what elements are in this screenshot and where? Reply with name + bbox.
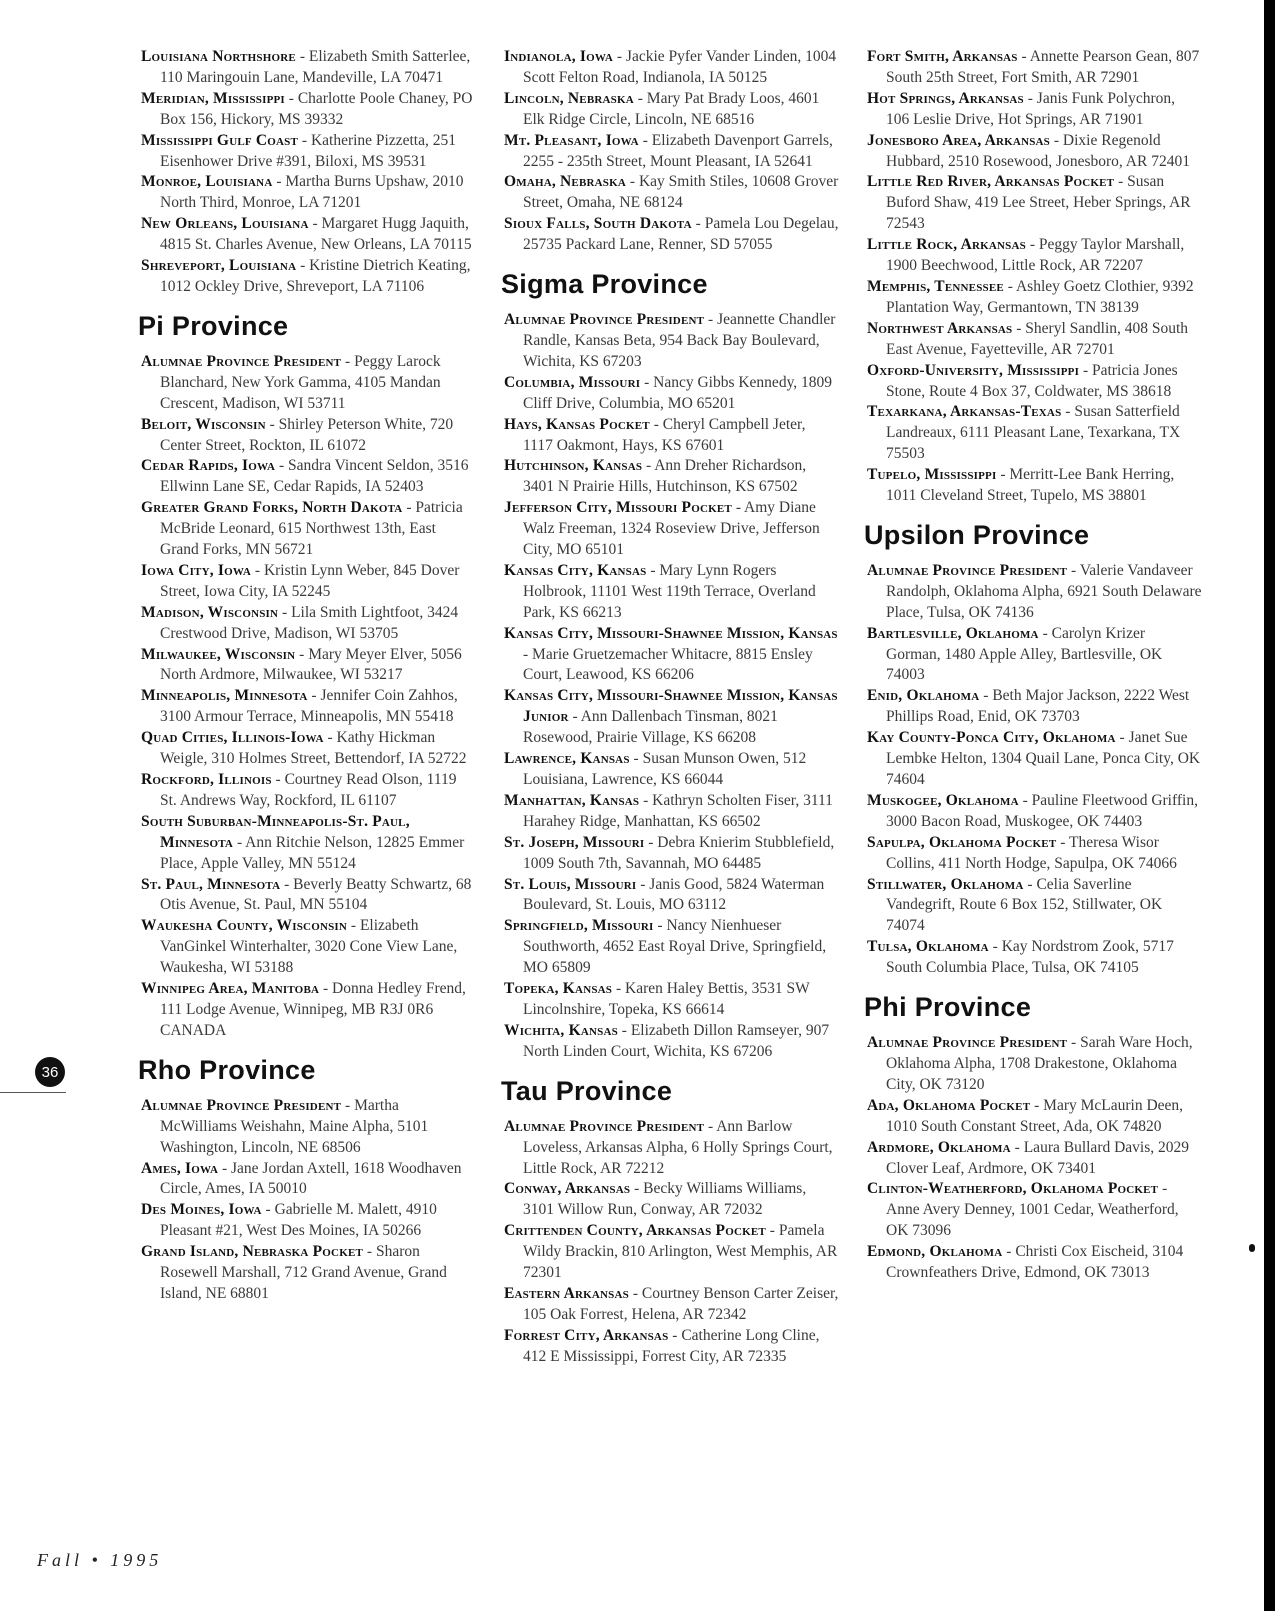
contact-details: Ann Dreher Richardson, 3401 N Prairie Hills, Hutchinson, KS 67502: [523, 457, 807, 496]
contact-details: Catherine Long Cline, 412 E Mississippi, Forrest City, AR 72335: [523, 1326, 820, 1365]
chapter-name: Conway, Arkansas: [504, 1180, 631, 1198]
chapter-name: Grand Island, Nebraska Pocket: [141, 1243, 364, 1261]
chapter-name: St. Joseph, Missouri: [504, 833, 645, 851]
directory-entry: New Orleans, Louisiana - Margaret Hugg Jaquith, 4815 St. Charles Avenue, New Orleans, LA 70115: [141, 215, 472, 254]
chapter-name: Shreveport, Louisiana: [141, 257, 297, 275]
chapter-name: Wichita, Kansas: [504, 1021, 618, 1039]
directory-entry: Ada, Oklahoma Pocket - Mary McLaurin Deen, 1010 South Constant Street, Ada, OK 74820: [867, 1096, 1184, 1135]
contact-details: Amy Diane Walz Freeman, 1324 Roseview Drive, Jefferson City, MO 65101: [523, 499, 820, 559]
directory-entry: Beloit, Wisconsin - Shirley Peterson White, 720 Center Street, Rockton, IL 61072: [141, 415, 454, 454]
chapter-name: Louisiana Northshore: [141, 48, 296, 65]
contact-details: Patricia Jones Stone, Route 4 Box 37, Coldwater, MS 38618: [886, 361, 1178, 400]
chapter-name: Texarkana, Arkansas-Texas: [867, 403, 1062, 421]
directory-entry: Columbia, Missouri - Nancy Gibbs Kennedy, 1809 Cliff Drive, Columbia, MO 65201: [504, 373, 833, 412]
contact-details: Mary McLaurin Deen, 1010 South Constant Street, Ada, OK 74820: [886, 1096, 1184, 1135]
directory-entry: Des Moines, Iowa - Gabrielle M. Malett, 4910 Pleasant #21, West Des Moines, IA 50266: [141, 1201, 437, 1240]
chapter-name: Waukesha County, Wisconsin: [141, 917, 348, 935]
directory-entry: St. Joseph, Missouri - Debra Knierim Stubblefield, 1009 South 7th, Savannah, MO 64485: [504, 833, 835, 872]
chapter-name: Manhattan, Kansas: [504, 791, 640, 809]
directory-entry: Alumnae Province President - Martha McWilliams Weishahn, Maine Alpha, 5101 Washington, Lincoln, NE 68506: [141, 1096, 429, 1156]
directory-entry: Kay County-Ponca City, Oklahoma - Janet Sue Lembke Helton, 1304 Quail Lane, Ponca City, OK 74604: [867, 729, 1201, 788]
directory-entry: Indianola, Iowa - Jackie Pyfer Vander Linden, 1004 Scott Felton Road, Indianola, IA 50125: [504, 48, 837, 86]
chapter-name: St. Paul, Minnesota: [141, 875, 281, 893]
chapter-name: Memphis, Tennessee: [867, 277, 1004, 295]
directory-column-1: [138, 47, 476, 1305]
issue-footer: Fall • 1995: [37, 1550, 163, 1570]
directory-entry: Jonesboro Area, Arkansas - Dixie Regenold Hubbard, 2510 Rosewood, Jonesboro, AR 72401: [867, 131, 1190, 170]
directory-entry: Lincoln, Nebraska - Mary Pat Brady Loos, 4601 Elk Ridge Circle, Lincoln, NE 68516: [504, 89, 820, 128]
contact-details: Nancy Gibbs Kennedy, 1809 Cliff Drive, Columbia, MO 65201: [523, 373, 833, 412]
directory-entry: Grand Island, Nebraska Pocket - Sharon Rosewell Marshall, 712 Grand Avenue, Grand Island, NE 68801: [141, 1243, 447, 1302]
directory-entry: Alumnae Province President - Valerie Vandaveer Randolph, Oklahoma Alpha, 6921 South Delaware Place, Tulsa, OK 74136: [867, 561, 1202, 621]
directory-entry: Mississippi Gulf Coast - Katherine Pizzetta, 251 Eisenhower Drive #391, Biloxi, MS 39531: [141, 131, 456, 170]
directory-entry: Kansas City, Missouri-Shawnee Mission, Kansas Junior - Ann Dallenbach Tinsman, 8021 Rosewood, Prairie Village, KS 66208: [504, 687, 838, 747]
page-edge-bar: [1264, 0, 1275, 1611]
contact-details: Peggy Larock Blanchard, New York Gamma, 4105 Mandan Crescent, Madison, WI 53711: [160, 352, 441, 412]
directory-entry: Memphis, Tennessee - Ashley Goetz Clothier, 9392 Plantation Way, Germantown, TN 38139: [867, 277, 1194, 316]
contact-details: Ann Dallenbach Tinsman, 8021 Rosewood, Prairie Village, KS 66208: [523, 708, 778, 747]
contact-details: Katherine Pizzetta, 251 Eisenhower Drive #391, Biloxi, MS 39531: [160, 131, 456, 170]
chapter-name: Kansas City, Missouri-Shawnee Mission, Kansas: [504, 624, 838, 642]
contact-details: Elizabeth Dillon Ramseyer, 907 North Linden Court, Wichita, KS 67206: [523, 1021, 830, 1060]
chapter-name: Greater Grand Forks, North Dakota: [141, 499, 403, 517]
contact-details: Sandra Vincent Seldon, 3516 Ellwinn Lane SE, Cedar Rapids, IA 52403: [160, 457, 469, 496]
contact-details: Janis Good, 5824 Waterman Boulevard, St. Louis, MO 63112: [523, 875, 825, 914]
contact-details: Martha Burns Upshaw, 2010 North Third, Monroe, LA 71201: [160, 173, 464, 212]
chapter-name: South Suburban-Minneapolis-St. Paul, Minnesota: [141, 812, 410, 851]
contact-details: Jane Jordan Axtell, 1618 Woodhaven Circle, Ames, IA 50010: [160, 1159, 462, 1198]
chapter-name: Jefferson City, Missouri Pocket: [504, 499, 732, 517]
directory-entry: Quad Cities, Illinois-Iowa - Kathy Hickman Weigle, 310 Holmes Street, Bettendorf, IA 52722: [141, 729, 467, 768]
directory-entry: Alumnae Province President - Sarah Ware Hoch, Oklahoma Alpha, 1708 Drakestone, Oklahoma City, OK 73120: [867, 1034, 1193, 1093]
chapter-name: Tupelo, Mississippi: [867, 466, 997, 484]
page-number-badge: 36: [35, 1057, 65, 1087]
directory-entry: Fort Smith, Arkansas - Annette Pearson Gean, 807 South 25th Street, Fort Smith, AR 72901: [867, 48, 1200, 86]
directory-entry: Monroe, Louisiana - Martha Burns Upshaw, 2010 North Third, Monroe, LA 71201: [141, 173, 464, 212]
chapter-name: Jonesboro Area, Arkansas: [867, 131, 1050, 149]
province-title: Rho Province: [138, 1054, 316, 1085]
directory-entry: Iowa City, Iowa - Kristin Lynn Weber, 845 Dover Street, Iowa City, IA 52245: [141, 561, 460, 600]
directory-column-3: [864, 47, 1202, 1284]
chapter-name: Alumnae Province President: [141, 352, 342, 370]
contact-details: Anne Avery Denney, 1001 Cedar, Weatherford, OK 73096: [886, 1201, 1179, 1240]
chapter-name: St. Louis, Missouri: [504, 875, 637, 893]
chapter-name: Kansas City, Kansas: [504, 561, 647, 579]
contact-details: Pamela Wildy Brackin, 810 Arlington, West Memphis, AR 72301: [523, 1222, 838, 1282]
province-title: Pi Province: [138, 310, 289, 341]
chapter-name: Sapulpa, Oklahoma Pocket: [867, 833, 1057, 851]
chapter-name: Enid, Oklahoma: [867, 687, 980, 705]
directory-entry: Forrest City, Arkansas - Catherine Long Cline, 412 E Mississippi, Forrest City, AR 72335: [504, 1326, 820, 1365]
chapter-name: Tulsa, Oklahoma: [867, 938, 989, 956]
directory-entry: Milwaukee, Wisconsin - Mary Meyer Elver, 5056 North Ardmore, Milwaukee, WI 53217: [141, 645, 462, 684]
chapter-name: Mt. Pleasant, Iowa: [504, 131, 639, 149]
chapter-name: Hot Springs, Arkansas: [867, 89, 1024, 107]
directory-entry: Rockford, Illinois - Courtney Read Olson, 1119 St. Andrews Way, Rockford, IL 61107: [141, 771, 457, 809]
directory-entry: Topeka, Kansas - Karen Haley Bettis, 3531 SW Lincolnshire, Topeka, KS 66614: [504, 980, 810, 1018]
chapter-name: Forrest City, Arkansas: [504, 1326, 669, 1344]
chapter-name: Alumnae Province President: [867, 1034, 1068, 1052]
contact-details: Kathryn Scholten Fiser, 3111 Harahey Ridge, Manhattan, KS 66502: [523, 791, 833, 830]
directory-entry: Clinton-Weatherford, Oklahoma Pocket - Anne Avery Denney, 1001 Cedar, Weatherford, OK 73096: [867, 1180, 1179, 1240]
directory-entry: South Suburban-Minneapolis-St. Paul, Minnesota - Ann Ritchie Nelson, 12825 Emmer Place, Apple Valley, MN 55124: [141, 812, 465, 872]
chapter-name: Oxford-University, Mississippi: [867, 361, 1080, 379]
chapter-name: Fort Smith, Arkansas: [867, 48, 1018, 65]
chapter-name: Ames, Iowa: [141, 1159, 219, 1177]
directory-entry: Hutchinson, Kansas - Ann Dreher Richardson, 3401 N Prairie Hills, Hutchinson, KS 67502: [504, 457, 807, 496]
chapter-name: Muskogee, Oklahoma: [867, 791, 1019, 809]
contact-details: Marie Gruetzemacher Whitacre, 8815 Ensley Court, Leawood, KS 66206: [523, 645, 813, 684]
chapter-name: Northwest Arkansas: [867, 319, 1013, 337]
chapter-name: Little Red River, Arkansas Pocket: [867, 173, 1115, 191]
directory-entry: Hot Springs, Arkansas - Janis Funk Polychron, 106 Leslie Drive, Hot Springs, AR 71901: [867, 89, 1176, 128]
directory-entry: Greater Grand Forks, North Dakota - Patricia McBride Leonard, 615 Northwest 13th, East Grand Forks, MN 56721: [141, 499, 463, 559]
chapter-name: Rockford, Illinois: [141, 771, 272, 788]
contact-details: Beth Major Jackson, 2222 West Phillips Road, Enid, OK 73703: [886, 687, 1190, 726]
directory-entry: St. Louis, Missouri - Janis Good, 5824 Waterman Boulevard, St. Louis, MO 63112: [504, 875, 825, 914]
contact-details: Pauline Fleetwood Griffin, 3000 Bacon Road, Muskogee, OK 74403: [886, 791, 1198, 830]
chapter-name: Mississippi Gulf Coast: [141, 131, 299, 149]
directory-entry: Tupelo, Mississippi - Merritt-Lee Bank Herring, 1011 Cleveland Street, Tupelo, MS 38801: [867, 466, 1175, 505]
contact-details: Sheryl Sandlin, 408 South East Avenue, Fayetteville, AR 72701: [886, 319, 1189, 358]
chapter-name: Cedar Rapids, Iowa: [141, 457, 276, 475]
contact-details: Karen Haley Bettis, 3531 SW Lincolnshire, Topeka, KS 66614: [523, 980, 810, 1018]
contact-details: Dixie Regenold Hubbard, 2510 Rosewood, Jonesboro, AR 72401: [886, 131, 1190, 170]
directory-entry: Alumnae Province President - Ann Barlow Loveless, Arkansas Alpha, 6 Holly Springs Court, Little Rock, AR 72212: [504, 1117, 833, 1177]
directory-entry: Texarkana, Arkansas-Texas - Susan Satterfield Landreaux, 6111 Pleasant Lane, Texarkana, TX 75503: [867, 403, 1181, 463]
chapter-name: Beloit, Wisconsin: [141, 415, 266, 433]
chapter-name: Minneapolis, Minnesota: [141, 687, 308, 705]
contact-details: Becky Williams Williams, 3101 Willow Run, Conway, AR 72032: [523, 1180, 807, 1219]
contact-details: Lila Smith Lightfoot, 3424 Crestwood Drive, Madison, WI 53705: [160, 603, 459, 642]
chapter-name: Madison, Wisconsin: [141, 603, 279, 621]
chapter-name: Indianola, Iowa: [504, 48, 613, 65]
directory-entry: Ardmore, Oklahoma - Laura Bullard Davis, 2029 Clover Leaf, Ardmore, OK 73401: [867, 1138, 1190, 1177]
directory-entry: Waukesha County, Wisconsin - Elizabeth VanGinkel Winterhalter, 3020 Cone View Lane, Waukesha, WI 53188: [141, 917, 458, 977]
chapter-name: Alumnae Province President: [504, 311, 705, 329]
contact-details: Elizabeth Smith Satterlee, 110 Maringouin Lane, Mandeville, LA 70471: [160, 48, 471, 86]
directory-entry: Alumnae Province President - Jeannette Chandler Randle, Kansas Beta, 954 Back Bay Boulevard, Wichita, KS 67203: [504, 311, 836, 370]
contact-details: Margaret Hugg Jaquith, 4815 St. Charles Avenue, New Orleans, LA 70115: [160, 215, 472, 254]
directory-entry: Conway, Arkansas - Becky Williams Williams, 3101 Willow Run, Conway, AR 72032: [504, 1180, 807, 1219]
directory-entry: Stillwater, Oklahoma - Celia Saverline Vandegrift, Route 6 Box 152, Stillwater, OK 74074: [867, 875, 1163, 935]
contact-details: Mary Pat Brady Loos, 4601 Elk Ridge Circle, Lincoln, NE 68516: [523, 89, 820, 128]
directory-entry: Wichita, Kansas - Elizabeth Dillon Ramseyer, 907 North Linden Court, Wichita, KS 67206: [504, 1021, 830, 1060]
directory-entry: Louisiana Northshore - Elizabeth Smith Satterlee, 110 Maringouin Lane, Mandeville, LA 70471: [141, 48, 471, 86]
chapter-name: Crittenden County, Arkansas Pocket: [504, 1222, 766, 1240]
contact-details: Courtney Benson Carter Zeiser, 105 Oak Forrest, Helena, AR 72342: [523, 1284, 839, 1323]
contact-details: Annette Pearson Gean, 807 South 25th Street, Fort Smith, AR 72901: [886, 48, 1200, 86]
contact-details: Susan Buford Shaw, 419 Lee Street, Heber Springs, AR 72543: [886, 173, 1191, 233]
directory-entry: Enid, Oklahoma - Beth Major Jackson, 2222 West Phillips Road, Enid, OK 73703: [867, 687, 1190, 726]
directory-entry: St. Paul, Minnesota - Beverly Beatty Schwartz, 68 Otis Avenue, St. Paul, MN 55104: [141, 875, 472, 914]
directory-entry: Winnipeg Area, Manitoba - Donna Hedley Frend, 111 Lodge Avenue, Winnipeg, MB R3J 0R6 CANADA: [141, 980, 466, 1039]
chapter-name: Alumnae Province President: [504, 1117, 705, 1135]
directory-entry: Lawrence, Kansas - Susan Munson Owen, 512 Louisiana, Lawrence, KS 66044: [504, 750, 807, 788]
directory-entry: Northwest Arkansas - Sheryl Sandlin, 408 South East Avenue, Fayetteville, AR 72701: [867, 319, 1189, 358]
chapter-name: Bartlesville, Oklahoma: [867, 624, 1039, 642]
contact-details: Merritt-Lee Bank Herring, 1011 Cleveland Street, Tupelo, MS 38801: [886, 466, 1175, 505]
contact-details: Mary Meyer Elver, 5056 North Ardmore, Milwaukee, WI 53217: [160, 645, 462, 684]
contact-details: Sharon Rosewell Marshall, 712 Grand Avenue, Grand Island, NE 68801: [160, 1243, 447, 1302]
chapter-name: Springfield, Missouri: [504, 917, 654, 935]
contact-details: Martha McWilliams Weishahn, Maine Alpha, 5101 Washington, Lincoln, NE 68506: [160, 1096, 429, 1156]
contact-details: Kathy Hickman Weigle, 310 Holmes Street, Bettendorf, IA 52722: [160, 729, 467, 768]
contact-details: Laura Bullard Davis, 2029 Clover Leaf, Ardmore, OK 73401: [886, 1138, 1190, 1177]
chapter-name: Kay County-Ponca City, Oklahoma: [867, 729, 1116, 747]
directory-entry: Springfield, Missouri - Nancy Nienhueser Southworth, 4652 East Royal Drive, Springfield, MO 65809: [504, 917, 827, 977]
chapter-name: Hays, Kansas Pocket: [504, 415, 650, 433]
directory-entry: Kansas City, Missouri-Shawnee Mission, Kansas - Marie Gruetzemacher Whitacre, 8815 Ensley Court, Leawood, KS 66206: [504, 624, 838, 684]
province-title: Sigma Province: [501, 269, 708, 300]
chapter-name: Monroe, Louisiana: [141, 173, 273, 191]
directory-entry: Kansas City, Kansas - Mary Lynn Rogers Holbrook, 11101 West 119th Terrace, Overland Park, KS 66213: [504, 561, 816, 621]
contact-details: Sarah Ware Hoch, Oklahoma Alpha, 1708 Drakestone, Oklahoma City, OK 73120: [886, 1034, 1193, 1093]
directory-entry: Sioux Falls, South Dakota - Pamela Lou Degelau, 25735 Packard Lane, Renner, SD 57055: [504, 215, 839, 254]
chapter-name: Sioux Falls, South Dakota: [504, 215, 692, 233]
contact-details: Kay Nordstrom Zook, 5717 South Columbia Place, Tulsa, OK 74105: [886, 938, 1174, 977]
contact-details: Kay Smith Stiles, 10608 Grover Street, Omaha, NE 68124: [523, 173, 839, 212]
directory-entry: Jefferson City, Missouri Pocket - Amy Diane Walz Freeman, 1324 Roseview Drive, Jefferson City, MO 65101: [504, 499, 820, 559]
contact-details: Kristin Lynn Weber, 845 Dover Street, Iowa City, IA 52245: [160, 561, 460, 600]
contact-details: Janis Funk Polychron, 106 Leslie Drive, Hot Springs, AR 71901: [886, 89, 1176, 128]
contact-details: Courtney Read Olson, 1119 St. Andrews Way, Rockford, IL 61107: [160, 771, 457, 809]
chapter-name: Alumnae Province President: [141, 1096, 342, 1114]
contact-details: Celia Saverline Vandegrift, Route 6 Box 152, Stillwater, OK 74074: [886, 875, 1163, 935]
contact-details: Ann Barlow Loveless, Arkansas Alpha, 6 Holly Springs Court, Little Rock, AR 72212: [523, 1117, 833, 1177]
directory-column-2: [501, 47, 839, 1368]
contact-details: Elizabeth Davenport Garrels, 2255 - 235th Street, Mount Pleasant, IA 52641: [523, 131, 833, 170]
directory-entry: Hays, Kansas Pocket - Cheryl Campbell Jeter, 1117 Oakmont, Hays, KS 67601: [504, 415, 806, 454]
contact-details: Gabrielle M. Malett, 4910 Pleasant #21, West Des Moines, IA 50266: [160, 1201, 437, 1240]
contact-details: Carolyn Krizer Gorman, 1480 Apple Alley, Bartlesville, OK 74003: [886, 624, 1163, 684]
chapter-name: Ada, Oklahoma Pocket: [867, 1096, 1031, 1114]
contact-details: Kristine Dietrich Keating, 1012 Ockley Drive, Shreveport, LA 71106: [160, 257, 471, 295]
chapter-name: Hutchinson, Kansas: [504, 457, 643, 475]
directory-entry: Minneapolis, Minnesota - Jennifer Coin Zahhos, 3100 Armour Terrace, Minneapolis, MN 55418: [141, 687, 458, 726]
chapter-name: Milwaukee, Wisconsin: [141, 645, 296, 663]
contact-details: Susan Munson Owen, 512 Louisiana, Lawrence, KS 66044: [523, 750, 807, 788]
chapter-name: Stillwater, Oklahoma: [867, 875, 1024, 893]
contact-details: Pamela Lou Degelau, 25735 Packard Lane, Renner, SD 57055: [523, 215, 839, 254]
chapter-name: Alumnae Province President: [867, 561, 1068, 579]
province-title: Upsilon Province: [864, 519, 1090, 550]
contact-details: Nancy Nienhueser Southworth, 4652 East Royal Drive, Springfield, MO 65809: [523, 917, 827, 977]
contact-details: Ann Ritchie Nelson, 12825 Emmer Place, Apple Valley, MN 55124: [160, 833, 465, 872]
margin-mark: [1249, 1244, 1255, 1252]
directory-entry: Madison, Wisconsin - Lila Smith Lightfoot, 3424 Crestwood Drive, Madison, WI 53705: [141, 603, 459, 642]
contact-details: Patricia McBride Leonard, 615 Northwest 13th, East Grand Forks, MN 56721: [160, 499, 463, 559]
directory-entry: Tulsa, Oklahoma - Kay Nordstrom Zook, 5717 South Columbia Place, Tulsa, OK 74105: [867, 938, 1174, 977]
chapter-name: Kansas City, Missouri-Shawnee Mission, Kansas Junior: [504, 687, 838, 726]
contact-details: Cheryl Campbell Jeter, 1117 Oakmont, Hays, KS 67601: [523, 415, 806, 454]
contact-details: Janet Sue Lembke Helton, 1304 Quail Lane, Ponca City, OK 74604: [886, 729, 1201, 788]
contact-details: Theresa Wisor Collins, 411 North Hodge, Sapulpa, OK 74066: [886, 833, 1177, 872]
directory-entry: Crittenden County, Arkansas Pocket - Pamela Wildy Brackin, 810 Arlington, West Memphis, AR 72301: [504, 1222, 838, 1282]
chapter-name: Winnipeg Area, Manitoba: [141, 980, 320, 998]
directory-entry: Eastern Arkansas - Courtney Benson Carter Zeiser, 105 Oak Forrest, Helena, AR 72342: [504, 1284, 839, 1323]
chapter-name: Des Moines, Iowa: [141, 1201, 262, 1219]
chapter-name: Lincoln, Nebraska: [504, 89, 634, 107]
contact-details: Donna Hedley Frend, 111 Lodge Avenue, Winnipeg, MB R3J 0R6 CANADA: [160, 980, 466, 1039]
directory-entry: Cedar Rapids, Iowa - Sandra Vincent Seldon, 3516 Ellwinn Lane SE, Cedar Rapids, IA 52403: [141, 457, 469, 496]
chapter-name: Clinton-Weatherford, Oklahoma Pocket: [867, 1180, 1159, 1198]
directory-entry: Mt. Pleasant, Iowa - Elizabeth Davenport Garrels, 2255 - 235th Street, Mount Pleasant, IA 52641: [504, 131, 833, 170]
contact-details: Christi Cox Eischeid, 3104 Crownfeathers Drive, Edmond, OK 73013: [886, 1243, 1184, 1282]
contact-details: Beverly Beatty Schwartz, 68 Otis Avenue, St. Paul, MN 55104: [160, 875, 472, 914]
chapter-name: Iowa City, Iowa: [141, 561, 252, 579]
chapter-name: Meridian, Mississippi: [141, 89, 285, 107]
chapter-name: Topeka, Kansas: [504, 980, 613, 998]
chapter-name: Quad Cities, Illinois-Iowa: [141, 729, 324, 747]
directory-entry: Alumnae Province President - Peggy Larock Blanchard, New York Gamma, 4105 Mandan Crescent, Madison, WI 53711: [141, 352, 441, 412]
contact-details: Shirley Peterson White, 720 Center Street, Rockton, IL 61072: [160, 415, 454, 454]
directory-entry: Meridian, Mississippi - Charlotte Poole Chaney, PO Box 156, Hickory, MS 39332: [141, 89, 473, 128]
contact-details: Jeannette Chandler Randle, Kansas Beta, 954 Back Bay Boulevard, Wichita, KS 67203: [523, 311, 836, 370]
contact-details: Ashley Goetz Clothier, 9392 Plantation Way, Germantown, TN 38139: [886, 277, 1194, 316]
contact-details: Mary Lynn Rogers Holbrook, 11101 West 119th Terrace, Overland Park, KS 66213: [523, 561, 816, 621]
directory-entry: Edmond, Oklahoma - Christi Cox Eischeid, 3104 Crownfeathers Drive, Edmond, OK 73013: [867, 1243, 1184, 1282]
directory-entry: Ames, Iowa - Jane Jordan Axtell, 1618 Woodhaven Circle, Ames, IA 50010: [141, 1159, 462, 1198]
directory-entry: Bartlesville, Oklahoma - Carolyn Krizer Gorman, 1480 Apple Alley, Bartlesville, OK 74003: [867, 624, 1163, 684]
contact-details: Charlotte Poole Chaney, PO Box 156, Hickory, MS 39332: [160, 89, 473, 128]
page-number-rule: [0, 1092, 66, 1093]
chapter-name: Edmond, Oklahoma: [867, 1243, 1003, 1261]
chapter-name: Ardmore, Oklahoma: [867, 1138, 1011, 1156]
contact-details: Debra Knierim Stubblefield, 1009 South 7th, Savannah, MO 64485: [523, 833, 835, 872]
contact-details: Jennifer Coin Zahhos, 3100 Armour Terrace, Minneapolis, MN 55418: [160, 687, 458, 726]
chapter-name: Little Rock, Arkansas: [867, 236, 1026, 254]
chapter-name: Eastern Arkansas: [504, 1284, 629, 1302]
directory-entry: Sapulpa, Oklahoma Pocket - Theresa Wisor Collins, 411 North Hodge, Sapulpa, OK 74066: [867, 833, 1177, 872]
province-title: Phi Province: [864, 992, 1032, 1023]
chapter-name: Omaha, Nebraska: [504, 173, 627, 191]
contact-details: Elizabeth VanGinkel Winterhalter, 3020 Cone View Lane, Waukesha, WI 53188: [160, 917, 458, 977]
directory-entry: Omaha, Nebraska - Kay Smith Stiles, 10608 Grover Street, Omaha, NE 68124: [504, 173, 839, 212]
contact-details: Peggy Taylor Marshall, 1900 Beechwood, Little Rock, AR 72207: [886, 236, 1185, 275]
directory-entry: Little Rock, Arkansas - Peggy Taylor Marshall, 1900 Beechwood, Little Rock, AR 72207: [867, 236, 1185, 275]
directory-entry: Little Red River, Arkansas Pocket - Susan Buford Shaw, 419 Lee Street, Heber Springs, AR 72543: [867, 173, 1191, 233]
chapter-name: Lawrence, Kansas: [504, 750, 630, 768]
directory-entry: Manhattan, Kansas - Kathryn Scholten Fiser, 3111 Harahey Ridge, Manhattan, KS 66502: [504, 791, 833, 830]
directory-entry: Muskogee, Oklahoma - Pauline Fleetwood Griffin, 3000 Bacon Road, Muskogee, OK 74403: [867, 791, 1198, 830]
directory-entry: Oxford-University, Mississippi - Patricia Jones Stone, Route 4 Box 37, Coldwater, MS 38618: [867, 361, 1178, 400]
contact-details: Valerie Vandaveer Randolph, Oklahoma Alpha, 6921 South Delaware Place, Tulsa, OK 74136: [886, 561, 1202, 621]
contact-details: Susan Satterfield Landreaux, 6111 Pleasant Lane, Texarkana, TX 75503: [886, 403, 1181, 463]
chapter-name: New Orleans, Louisiana: [141, 215, 309, 233]
chapter-name: Columbia, Missouri: [504, 373, 641, 391]
directory-entry: Shreveport, Louisiana - Kristine Dietrich Keating, 1012 Ockley Drive, Shreveport, LA 71106: [141, 257, 471, 295]
contact-details: Jackie Pyfer Vander Linden, 1004 Scott Felton Road, Indianola, IA 50125: [523, 48, 837, 86]
province-title: Tau Province: [501, 1075, 673, 1106]
